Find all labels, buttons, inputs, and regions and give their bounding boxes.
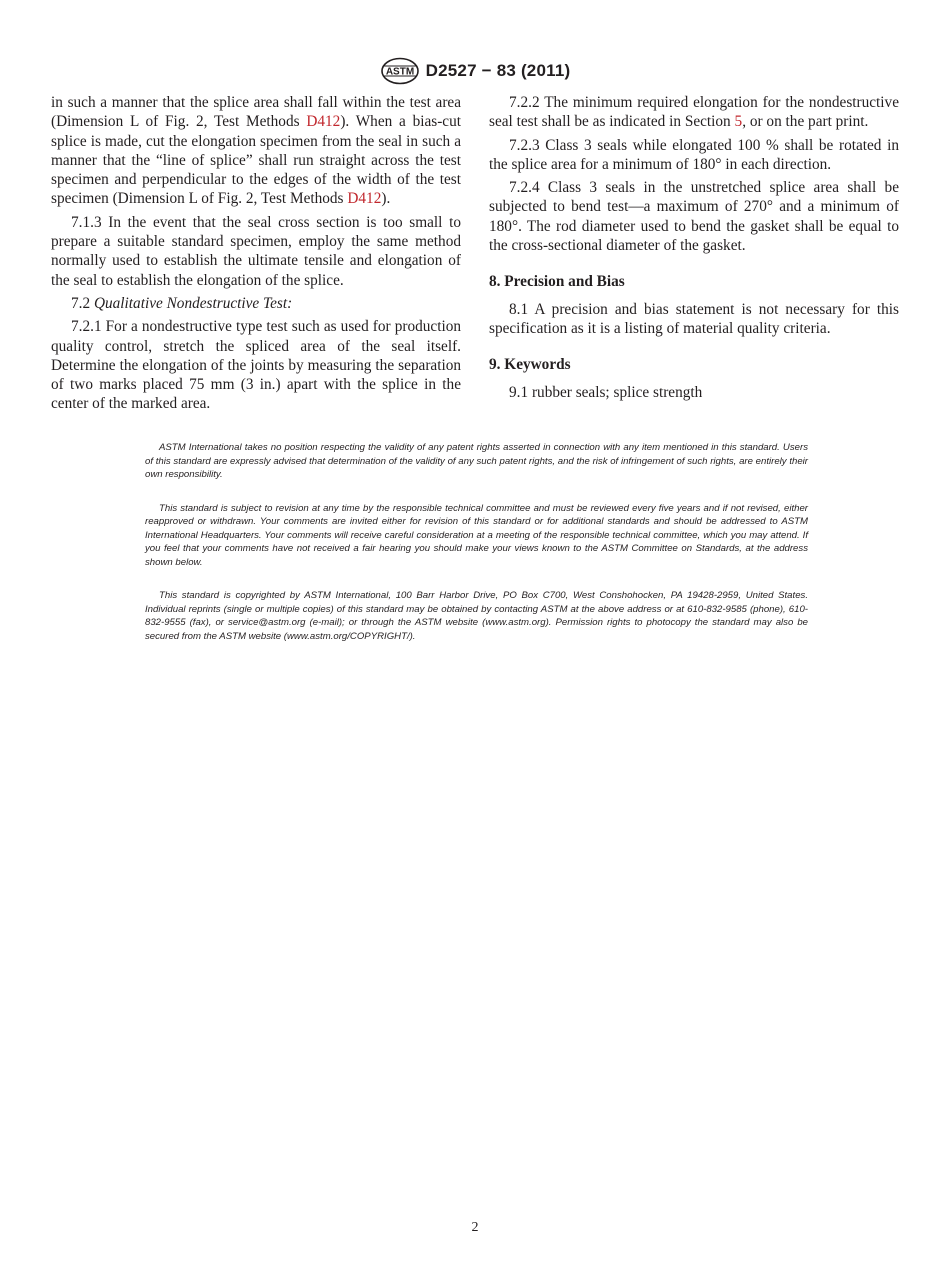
section-heading-8: 8. Precision and Bias	[489, 273, 625, 291]
page-number: 2	[471, 1220, 479, 1235]
copyright-notice: This standard is copyrighted by ASTM International, 100 Barr Harbor Drive, PO Box C700, West Conshohocken, PA 19428-2959, United States. Individual reprints (single or multiple copies) of this standard may be obtained by contacting ASTM at the above address or at 610-832-9585 (phone), 610-832-9555 (fax), or service@astm.org (e-mail); or through the ASTM website (www.astm.org). Permission rights to photocopy the standard may also be secured from the ASTM website (www.astm.org/COPYRIGHT/).	[145, 590, 808, 642]
paragraph-continuation: in such a manner that the splice area shall fall within the test area (Dimension L of Fig. 2, Test Methods D412). When a bias-cut splice is made, cut the elongation specimen from the seal in such a manner that the “line of splice” shall run straight across the test specimen and perpendicular to the edges of the width of the test specimen (Dimension L of Fig. 2, Test Methods D412).	[51, 94, 461, 208]
right-column	[489, 93, 899, 406]
paragraph-8-1: 8.1 A precision and bias statement is not necessary for this specification as it is a listing of material quality criteria.	[489, 300, 899, 337]
paragraph-7-2: 7.2 Qualitative Nondestructive Test:	[71, 294, 293, 312]
revision-notice: This standard is subject to revision at any time by the responsible technical committee and must be reviewed every five years and if not revised, either reapproved or withdrawn. Your comments are invited either for revision of this standard or for additional standards and should be addressed to ASTM International Headquarters. Your comments will receive careful consideration at a meeting of the responsible technical committee, which you may attend. If you feel that your comments have not received a fair hearing you should make your views known to the ASTM Committee on Standards, at the address shown below.	[145, 502, 808, 568]
patent-notice: ASTM International takes no position respecting the validity of any patent rights asserted in connection with any item mentioned in this standard. Users of this standard are expressly advised that determination of the validity of any such patent rights, and the risk of infringement of such rights, are entirely their own responsibility.	[145, 442, 808, 480]
section-heading-9: 9. Keywords	[489, 356, 571, 374]
paragraph-9-1: 9.1 rubber seals; splice strength	[509, 383, 703, 401]
paragraph-7-2-1: 7.2.1 For a nondestructive type test such as used for production quality control, stretch the spliced area of the seal itself. Determine the elongation of the joints by measuring the separation of two marks placed 75 mm (3 in.) apart with the splice in the center of the marked area.	[51, 318, 461, 413]
paragraph-7-2-3: 7.2.3 Class 3 seals while elongated 100 % shall be rotated in the splice area for a minimum of 180° in each direction.	[489, 136, 899, 173]
svg-text:ASTM: ASTM	[385, 66, 414, 78]
reference-link-d412[interactable]: D412	[306, 113, 341, 131]
astm-logo-icon	[380, 57, 420, 85]
reference-link-section-5[interactable]: 5	[734, 113, 743, 131]
legal-notices	[145, 441, 808, 663]
left-column	[51, 93, 461, 418]
reference-link-d412[interactable]: D412	[347, 190, 382, 208]
paragraph-7-2-4: 7.2.4 Class 3 seals in the unstretched splice area shall be subjected to bend test—a maximum of 270° and a minimum of 180°. The rod diameter used to bend the gasket shall be equal to the cross-sectional diameter of the gasket.	[489, 179, 899, 255]
paragraph-7-2-2: 7.2.2 The minimum required elongation for the nondestructive seal test shall be as indicated in Section 5, or on the part print.	[489, 94, 899, 131]
page-header	[0, 56, 950, 86]
paragraph-7-1-3: 7.1.3 In the event that the seal cross section is too small to prepare a suitable standard specimen, employ the same method normally used to establish the ultimate tensile and elongation of the seal to establish the elongation of the splice.	[51, 213, 461, 289]
document-designation: D2527 − 83 (2011)	[425, 61, 571, 80]
